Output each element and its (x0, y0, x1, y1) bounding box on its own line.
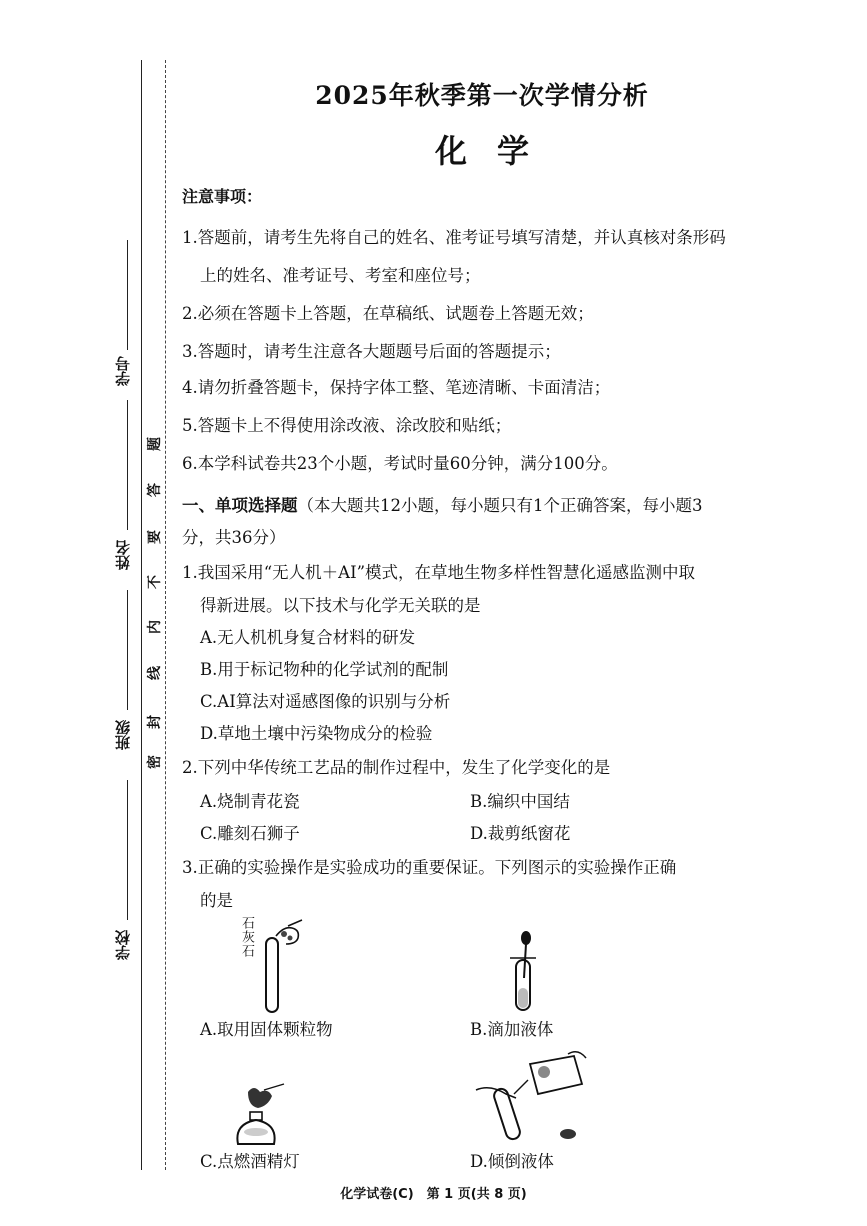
figure-a-solid-sampling (240, 916, 310, 1016)
seal-char: 内 (147, 620, 163, 634)
q1-option-d: D.草地土壤中污染物成分的检验 (200, 724, 433, 743)
q2-option-c: C.雕刻石狮子 (200, 824, 300, 843)
section-heading: 一、单项选择题 (182, 496, 298, 515)
q3-option-b: B.滴加液体 (470, 1020, 554, 1039)
q1-option-a: A.无人机机身复合材料的研发 (200, 628, 416, 647)
notice-item: 3.答题时，请考生注意各大题题号后面的答题提示； (182, 342, 561, 361)
notice-item: 5.答题卡上不得使用涂改液、涂改胶和贴纸； (182, 416, 512, 435)
binding-dashed-line (165, 60, 166, 1170)
figure-d-pouring-liquid (472, 1050, 592, 1150)
q3-stem-cont: 的是 (200, 891, 233, 910)
q2-stem: 2.下列中华传统工艺品的制作过程中，发生了化学变化的是 (182, 758, 611, 777)
field-blank-class[interactable] (127, 590, 128, 710)
q1-option-c: C.AI算法对遥感图像的识别与分析 (200, 692, 451, 711)
field-label-name: 姓名 (114, 540, 132, 570)
seal-char: 封 (147, 715, 163, 729)
q1-option-b: B.用于标记物种的化学试剂的配制 (200, 660, 449, 679)
q3-option-d: D.倾倒液体 (470, 1152, 554, 1171)
exam-subject: 化学 (434, 132, 559, 170)
section-heading-line (182, 492, 703, 516)
field-blank-school[interactable] (127, 780, 128, 920)
notice-item: 1.答题前，请考生先将自己的姓名、准考证号填写清楚，并认真核对条形码 (182, 228, 726, 247)
q1-stem-cont: 得新进展。以下技术与化学无关联的是 (200, 596, 481, 615)
seal-char: 题 (147, 437, 163, 451)
notice-heading: 注意事项： (182, 187, 263, 206)
seal-char: 线 (147, 666, 163, 680)
field-label-student-number: 学号 (114, 356, 132, 386)
seal-char: 不 (147, 575, 163, 589)
binding-margin (0, 0, 175, 1226)
q2-option-a: A.烧制青花瓷 (200, 792, 300, 811)
seal-char: 密 (147, 755, 163, 769)
figure-b-dropping-liquid (500, 930, 550, 1016)
field-label-class: 班级 (114, 720, 132, 750)
section-description-cont: 分，共36分） (182, 528, 286, 547)
q3-option-a: A.取用固体颗粒物 (200, 1020, 333, 1039)
q1-stem: 1.我国采用“无人机＋AI”模式，在草地生物多样性智慧化遥感监测中取 (182, 563, 696, 582)
binding-solid-line (141, 60, 142, 1170)
notice-item: 4.请勿折叠答题卡，保持字体工整、笔迹清晰、卡面清洁； (182, 378, 611, 397)
figure-a-label: 石灰石 (239, 916, 254, 958)
field-label-school: 学校 (114, 930, 132, 960)
figure-c-alcohol-lamp (224, 1082, 294, 1150)
page-footer: 化学试卷(C) 第 1 页(共 8 页) (340, 1187, 527, 1202)
notice-item: 上的姓名、准考证号、考室和座位号； (200, 266, 481, 285)
q3-stem: 3.正确的实验操作是实验成功的重要保证。下列图示的实验操作正确 (182, 858, 677, 877)
notice-item: 6.本学科试卷共23个小题，考试时量60分钟，满分100分。 (182, 454, 618, 473)
q3-option-c: C.点燃酒精灯 (200, 1152, 300, 1171)
q2-option-d: D.裁剪纸窗花 (470, 824, 571, 843)
notice-item: 2.必须在答题卡上答题，在草稿纸、试题卷上答题无效； (182, 304, 594, 323)
field-blank-name[interactable] (127, 400, 128, 530)
seal-char: 要 (147, 530, 163, 544)
q2-option-b: B.编织中国结 (470, 792, 570, 811)
section-description: （本大题共12小题，每小题只有1个正确答案，每小题3 (297, 496, 703, 515)
field-blank-student-number[interactable] (127, 240, 128, 350)
exam-title: 2025年秋季第一次学情分析 (315, 81, 649, 110)
seal-char: 答 (147, 483, 163, 497)
